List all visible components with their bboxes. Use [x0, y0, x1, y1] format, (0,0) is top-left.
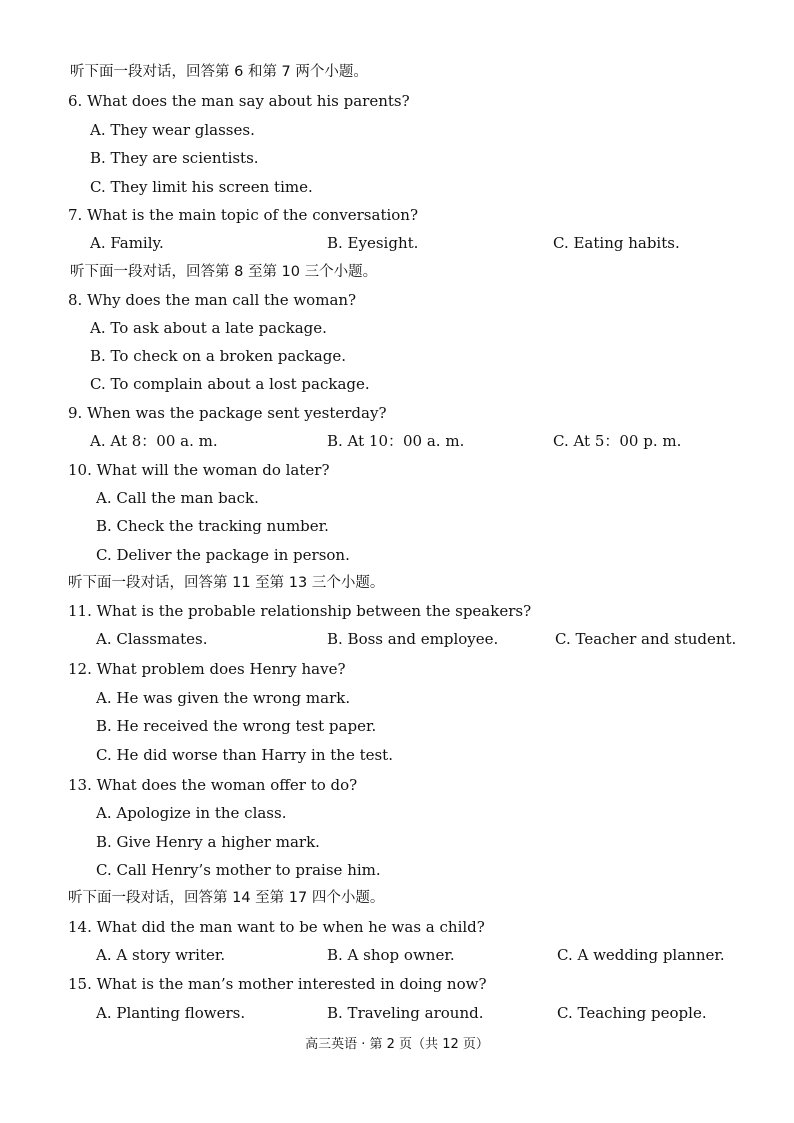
option-c: C. They limit his screen time.: [90, 178, 313, 196]
option-c: C. A wedding planner.: [557, 946, 725, 964]
option-a: A. They wear glasses.: [90, 121, 255, 139]
option-c: C. At 5：00 p. m.: [553, 432, 682, 450]
option-a: A. Classmates.: [96, 630, 208, 648]
page-footer: 高三英语 · 第 2 页（共 12 页）: [305, 1037, 489, 1052]
option-a: A. Family.: [90, 234, 164, 252]
option-b: B. Check the tracking number.: [96, 517, 329, 535]
question-stem: 10. What will the woman do later?: [68, 461, 330, 479]
option-a: A. Call the man back.: [96, 489, 259, 507]
question-stem: 13. What does the woman offer to do?: [68, 776, 358, 794]
option-c: C. Teacher and student.: [555, 630, 737, 648]
question-stem: 14. What did the man want to be when he was a child?: [68, 918, 485, 936]
option-c: C. Eating habits.: [553, 234, 680, 252]
section-instruction: 听下面一段对话，回答第 6 和第 7 两个小题。: [70, 64, 368, 80]
option-b: B. At 10：00 a. m.: [327, 432, 465, 450]
option-b: B. A shop owner.: [327, 946, 455, 964]
question-stem: 7. What is the main topic of the conversation?: [68, 206, 419, 224]
option-b: B. Give Henry a higher mark.: [96, 833, 320, 851]
option-a: A. Apologize in the class.: [96, 804, 287, 822]
section-instruction: 听下面一段对话，回答第 11 至第 13 三个小题。: [68, 575, 385, 591]
question-stem: 9. When was the package sent yesterday?: [68, 404, 387, 422]
option-c: C. He did worse than Harry in the test.: [96, 746, 393, 764]
option-b: B. Boss and employee.: [327, 630, 499, 648]
question-stem: 8. Why does the man call the woman?: [68, 291, 357, 309]
option-a: A. Planting flowers.: [96, 1004, 246, 1022]
option-b: B. Eyesight.: [327, 234, 419, 252]
question-stem: 15. What is the man’s mother interested in doing now?: [68, 975, 487, 993]
option-c: C. Call Henry’s mother to praise him.: [96, 861, 381, 879]
option-b: B. They are scientists.: [90, 149, 259, 167]
question-stem: 6. What does the man say about his parents?: [68, 92, 410, 110]
option-c: C. Teaching people.: [557, 1004, 707, 1022]
option-a: A. To ask about a late package.: [90, 319, 327, 337]
option-b: B. Traveling around.: [327, 1004, 484, 1022]
option-a: A. At 8：00 a. m.: [90, 432, 218, 450]
question-stem: 11. What is the probable relationship between the speakers?: [68, 602, 532, 620]
option-c: C. To complain about a lost package.: [90, 375, 370, 393]
option-a: A. He was given the wrong mark.: [96, 689, 351, 707]
option-b: B. He received the wrong test paper.: [96, 717, 377, 735]
option-c: C. Deliver the package in person.: [96, 546, 350, 564]
section-instruction: 听下面一段对话，回答第 14 至第 17 四个小题。: [68, 890, 385, 906]
option-b: B. To check on a broken package.: [90, 347, 346, 365]
option-a: A. A story writer.: [96, 946, 226, 964]
question-stem: 12. What problem does Henry have?: [68, 660, 346, 678]
section-instruction: 听下面一段对话，回答第 8 至第 10 三个小题。: [70, 264, 378, 280]
